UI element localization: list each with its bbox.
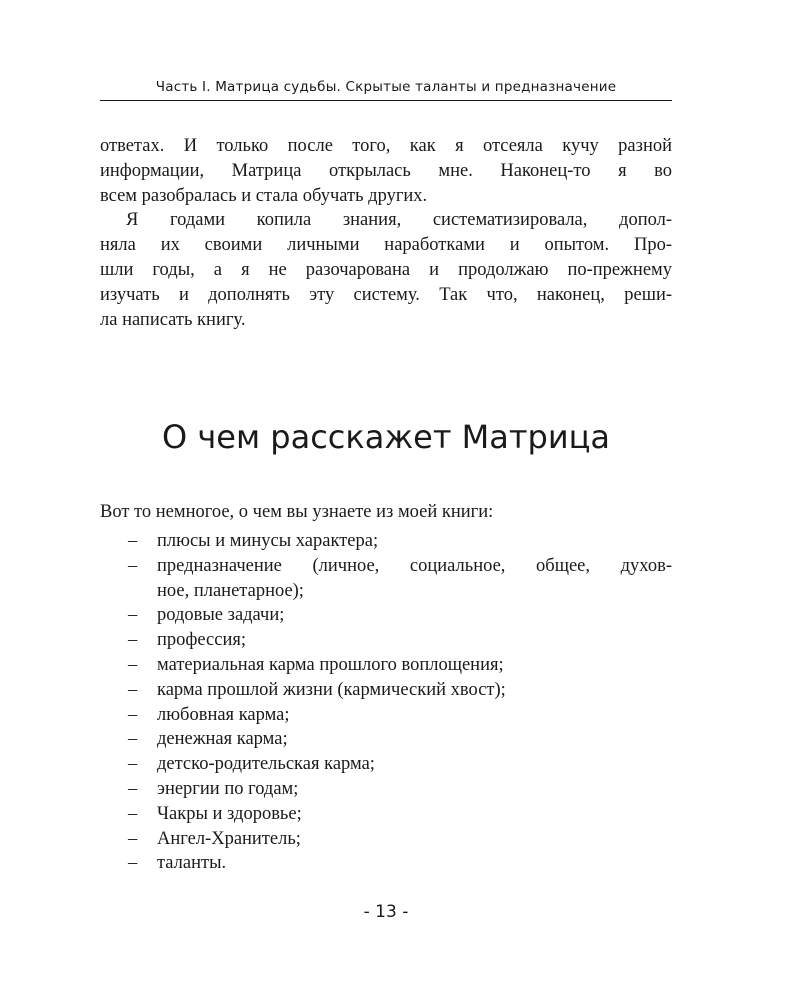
list-item-text: энергии по годам;: [157, 778, 299, 799]
list-item: [100, 529, 672, 554]
text-line: ла написать книгу.: [100, 309, 246, 330]
list-item: [100, 752, 672, 777]
list-dash: –: [128, 531, 138, 551]
list-item-text: материальная карма прошлого воплощения;: [157, 654, 504, 675]
list-dash: –: [128, 555, 138, 576]
section-intro: Вот то немногое, о чем вы узнаете из моей книги:: [100, 502, 494, 522]
body-text: [100, 134, 672, 332]
text-line: информации, Матрица открылась мне. Наконец-то я во: [100, 160, 672, 181]
text-line: изучать и дополнять эту систему. Так что, наконец, реши-: [100, 284, 672, 305]
list-item: [100, 678, 672, 703]
paragraph: [100, 208, 672, 332]
list-item: [100, 851, 672, 876]
list-item: [100, 653, 672, 678]
list-item-text: денежная карма;: [157, 729, 288, 750]
list-item-text: родовые задачи;: [157, 605, 285, 626]
list-item-text: плюсы и минусы характера;: [157, 531, 379, 551]
list-item-text: профессия;: [157, 630, 247, 651]
list-dash: –: [128, 778, 138, 799]
list-item: [100, 628, 672, 653]
list-item: [100, 827, 672, 852]
list-dash: –: [128, 828, 138, 849]
list-item: [100, 603, 672, 628]
list-item-text: любовная карма;: [157, 704, 290, 725]
page-number: - 13 -: [363, 902, 409, 922]
list-item-text: Чакры и здоровье;: [157, 803, 302, 824]
list-dash: –: [128, 754, 138, 775]
list-dash: –: [128, 605, 138, 626]
list-item: [100, 777, 672, 802]
list-item-text: предназначение (личное, социальное, общее, духов-: [157, 555, 672, 576]
text-line: ответах. И только после того, как я отсеяла кучу разной: [100, 136, 672, 156]
list-dash: –: [128, 803, 138, 824]
topic-list: [100, 529, 672, 876]
list-item: [100, 727, 672, 752]
list-item: [100, 703, 672, 728]
text-line: Я годами копила знания, систематизировала, допол-: [126, 210, 672, 231]
list-item-text: детско-родительская карма;: [157, 754, 375, 775]
list-item-text: таланты.: [157, 853, 227, 874]
text-line: всем разобралась и стала обучать других.: [100, 185, 428, 206]
list-dash: –: [128, 853, 138, 874]
section-heading: О чем расскажет Матрица: [162, 418, 610, 456]
list-dash: –: [128, 654, 138, 675]
list-dash: –: [128, 704, 138, 725]
text-line: няла их своими личными наработками и опытом. Про-: [100, 235, 672, 256]
list-dash: –: [128, 729, 138, 750]
text-line: шли годы, а я не разочарована и продолжаю по-прежнему: [100, 259, 672, 280]
paragraph: [100, 134, 672, 208]
list-item: [100, 802, 672, 827]
running-header: Часть I. Матрица судьбы. Скрытые таланты и предназначение: [100, 76, 672, 101]
list-item-text: карма прошлой жизни (кармический хвост);: [157, 679, 506, 700]
list-item-text: ное, планетарное);: [157, 580, 304, 601]
list-item-text: Ангел-Хранитель;: [157, 828, 301, 849]
list-dash: –: [128, 630, 138, 651]
list-item: [100, 554, 672, 604]
list-dash: –: [128, 679, 138, 700]
